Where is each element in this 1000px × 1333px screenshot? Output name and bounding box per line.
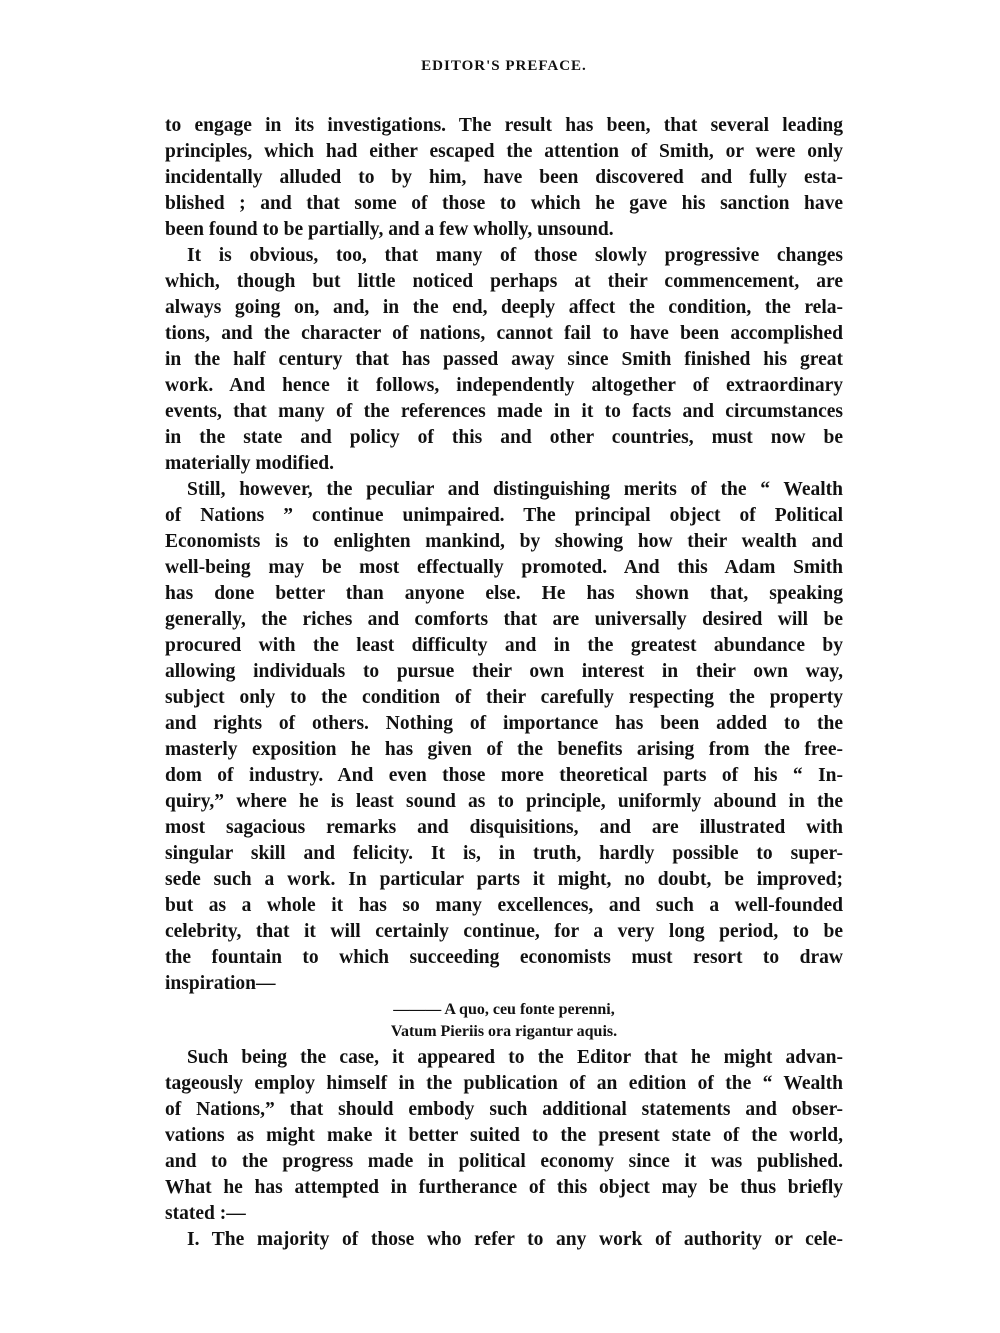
text-line: and rights of others. Nothing of importance has been added to the xyxy=(165,713,843,734)
running-head: EDITOR'S PREFACE. xyxy=(421,58,587,74)
text-line: in the state and policy of this and other countries, must now be xyxy=(165,427,843,448)
text-line: Such being the case, it appeared to the Editor that he might advan- xyxy=(187,1047,843,1068)
text-line: work. And hence it follows, independently altogether of extraordinary xyxy=(165,375,843,396)
text-line: subject only to the condition of their carefully respecting the property xyxy=(165,687,843,708)
text-line: in the half century that has passed away since Smith finished his great xyxy=(165,349,843,370)
text-line: celebrity, that it will certainly continue, for a very long period, to be xyxy=(165,921,843,942)
text-line: What he has attempted in furtherance of this object may be thus briefly xyxy=(165,1177,843,1198)
text-line: but as a whole it has so many excellences, and such a well-founded xyxy=(165,895,843,916)
text-line: materially modified. xyxy=(165,453,334,474)
paragraph xyxy=(165,243,843,477)
text-line: allowing individuals to pursue their own interest in their own way, xyxy=(165,661,843,682)
quote-line: ——— A quo, ceu fonte perenni, xyxy=(393,1001,615,1018)
text-line: quiry,” where he is least sound as to principle, uniformly abound in the xyxy=(165,791,843,812)
text-line: events, that many of the references made in it to facts and circumstances xyxy=(165,401,843,422)
text-line: vations as might make it better suited to the present state of the world, xyxy=(165,1125,843,1146)
text-line: tions, and the character of nations, cannot fail to have been accomplished xyxy=(165,323,843,344)
text-line: and to the progress made in political economy since it was published. xyxy=(165,1151,843,1172)
text-line: of Nations ” continue unimpaired. The principal object of Political xyxy=(165,505,843,526)
text-line: always going on, and, in the end, deeply affect the condition, the rela- xyxy=(165,297,843,318)
text-line: generally, the riches and comforts that are universally desired will be xyxy=(165,609,843,630)
text-line: Economists is to enlighten mankind, by showing how their wealth and xyxy=(165,531,843,552)
text-line: I. The majority of those who refer to any work of authority or cele- xyxy=(187,1229,843,1250)
text-line: inspiration— xyxy=(165,973,276,994)
text-line: incidentally alluded to by him, have been discovered and fully esta- xyxy=(165,167,843,188)
text-line: of Nations,” that should embody such additional statements and obser- xyxy=(165,1099,843,1120)
text-line: principles, which had either escaped the attention of Smith, or were only xyxy=(165,141,843,162)
text-line: which, though but little noticed perhaps at their commencement, are xyxy=(165,271,843,292)
text-line: to engage in its investigations. The result has been, that several leading xyxy=(165,115,843,136)
quote-line: Vatum Pieriis ora rigantur aquis. xyxy=(390,1023,618,1040)
text-line: blished ; and that some of those to which he gave his sanction have xyxy=(165,193,843,214)
body-text xyxy=(165,113,843,1253)
paragraph-numbered xyxy=(165,1227,843,1253)
text-line: Still, however, the peculiar and distinguishing merits of the “ Wealth xyxy=(187,479,843,500)
text-line: sede such a work. In particular parts it might, no doubt, be improved; xyxy=(165,869,843,890)
paragraph-continuation xyxy=(165,113,843,243)
paragraph xyxy=(165,477,843,997)
text-line: has done better than anyone else. He has shown that, speaking xyxy=(165,583,843,604)
block-quote xyxy=(165,999,843,1043)
text-line: most sagacious remarks and disquisitions, and are illustrated with xyxy=(165,817,843,838)
text-line: stated :— xyxy=(165,1203,246,1224)
text-line: singular skill and felicity. It is, in truth, hardly possible to super- xyxy=(165,843,843,864)
text-line: dom of industry. And even those more theoretical parts of his “ In- xyxy=(165,765,843,786)
text-line: masterly exposition he has given of the benefits arising from the free- xyxy=(165,739,843,760)
text-line: been found to be partially, and a few wholly, unsound. xyxy=(165,219,614,240)
text-line: the fountain to which succeeding economists must resort to draw xyxy=(165,947,843,968)
paragraph xyxy=(165,1045,843,1227)
text-line: well-being may be most effectually promoted. And this Adam Smith xyxy=(165,557,843,578)
text-line: It is obvious, too, that many of those slowly progressive changes xyxy=(187,245,843,266)
text-line: procured with the least difficulty and in the greatest abundance by xyxy=(165,635,843,656)
text-line: tageously employ himself in the publication of an edition of the “ Wealth xyxy=(165,1073,843,1094)
